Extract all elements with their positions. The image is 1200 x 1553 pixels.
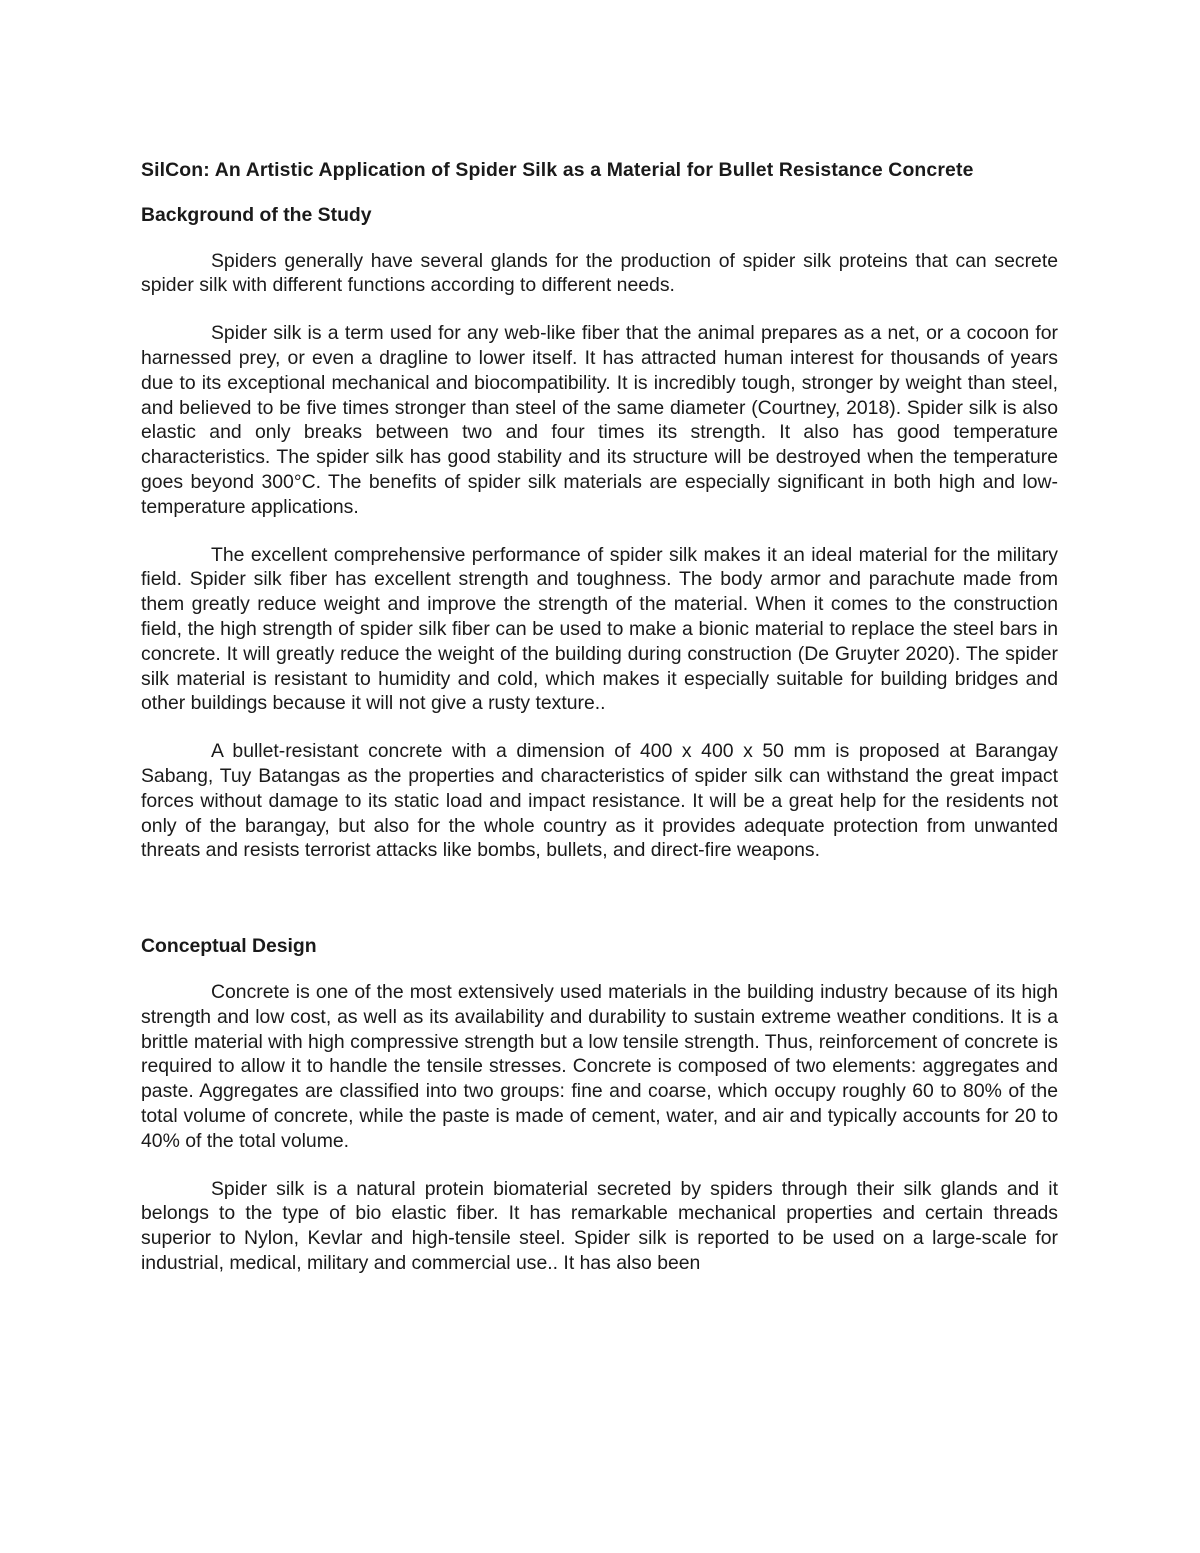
- paragraph: Spider silk is a natural protein biomaterial secreted by spiders through their silk glands and it belongs to the type of bio elastic fiber. It has remarkable mechanical properties and certain threads superior to Nylon, Kevlar and high-tensile steel. Spider silk is reported to be used on a large-scale for industrial, medical, military and commercial use.. It has also been: [141, 1177, 1058, 1274]
- section-heading-conceptual-design: Conceptual Design: [141, 935, 317, 958]
- section-heading-background: Background of the Study: [141, 203, 372, 226]
- document-title: SilCon: An Artistic Application of Spider Silk as a Material for Bullet Resistance Concrete: [141, 159, 974, 181]
- paragraph: Concrete is one of the most extensively used materials in the building industry because of its high strength and low cost, as well as its availability and durability to sustain extreme weather conditions. It is a brittle material with high compressive strength but a low tensile strength. Thus, reinforcement of concrete is required to allow it to handle the tensile stresses. Concrete is composed of two elements: aggregates and paste. Aggregates are classified into two groups: fine and coarse, which occupy roughly 60 to 80% of the total volume of concrete, while the paste is made of cement, water, and air and typically accounts for 20 to 40% of the total volume.: [141, 980, 1058, 1152]
- section-spacer: [141, 886, 1058, 934]
- paragraph: The excellent comprehensive performance of spider silk makes it an ideal material for the military field. Spider silk fiber has excellent strength and toughness. The body armor and parachute made from them greatly reduce weight and improve the strength of the material. When it comes to the construction field, the high strength of spider silk fiber can be used to make a bionic material to replace the steel bars in concrete. It will greatly reduce the weight of the building during construction (De Gruyter 2020). The spider silk material is resistant to humidity and cold, which makes it especially suitable for building bridges and other buildings because it will not give a rusty texture..: [141, 543, 1058, 715]
- document-page: [141, 158, 1058, 1299]
- paragraph: A bullet-resistant concrete with a dimension of 400 x 400 x 50 mm is proposed at Barangay Sabang, Tuy Batangas as the properties and characteristics of spider silk can withstand the great impact forces without damage to its static load and impact resistance. It will be a great help for the residents not only of the barangay, but also for the whole country as it provides adequate protection from unwanted threats and resists terrorist attacks like bombs, bullets, and direct-fire weapons.: [141, 740, 1058, 862]
- paragraph: Spiders generally have several glands for the production of spider silk proteins that can secrete spider silk with different functions according to different needs.: [141, 249, 1058, 297]
- paragraph: Spider silk is a term used for any web-like fiber that the animal prepares as a net, or a cocoon for harnessed prey, or even a dragline to lower itself. It has attracted human interest for thousands of years due to its exceptional mechanical and biocompatibility. It is incredibly tough, stronger by weight than steel, and believed to be five times stronger than steel of the same diameter (Courtney, 2018). Spider silk is also elastic and only breaks between two and four times its strength. It also has good temperature characteristics. The spider silk has good stability and its structure will be destroyed when the temperature goes beyond 300°C. The benefits of spider silk materials are especially significant in both high and low-temperature applications.: [141, 322, 1058, 518]
